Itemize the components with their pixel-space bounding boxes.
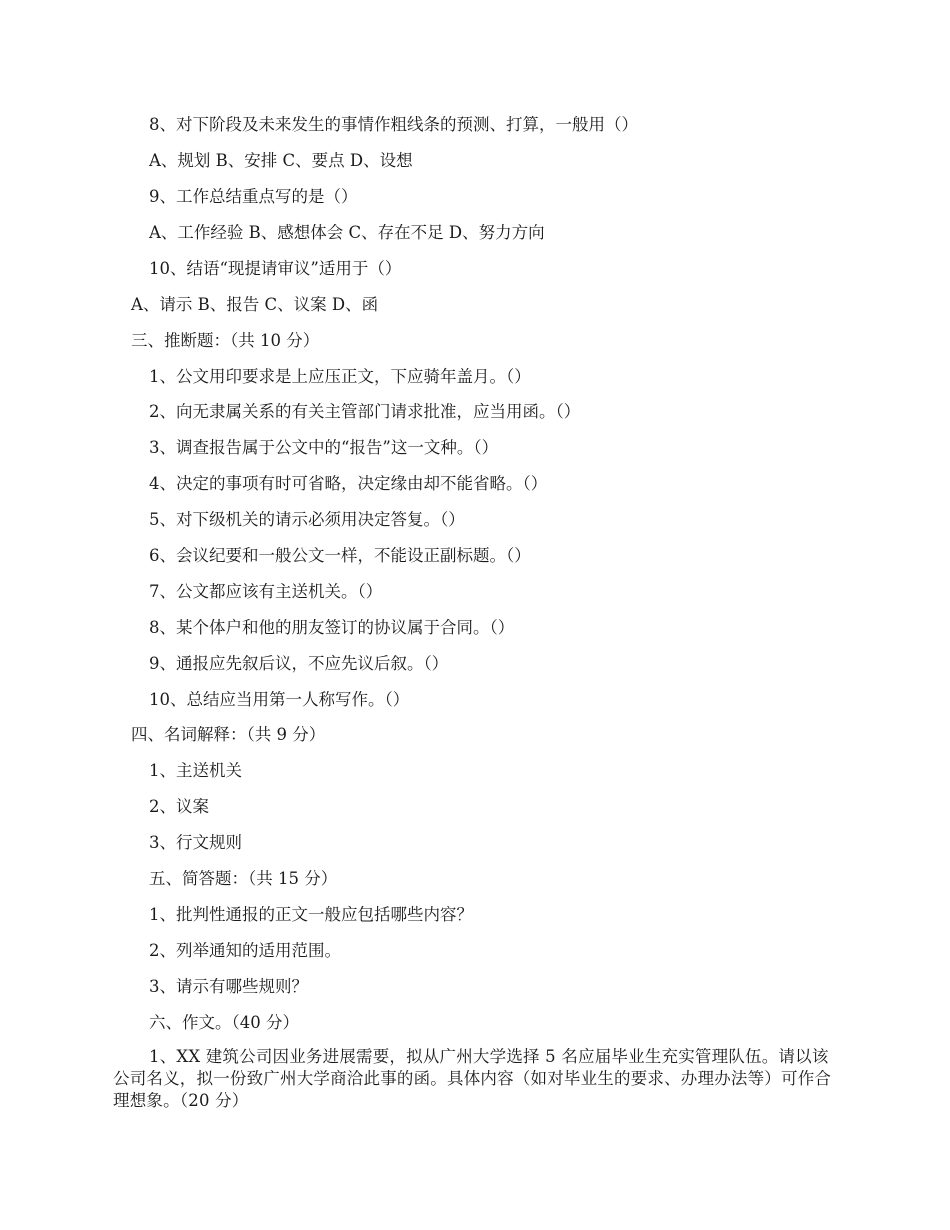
judgment-3: 3、调查报告属于公文中的“报告”这一文种。（） <box>149 438 499 457</box>
judgment-7: 7、公文都应该有主送机关。（） <box>149 582 383 601</box>
judgment-2: 2、向无隶属关系的有关主管部门请求批准，应当用函。（） <box>149 402 581 421</box>
term-1: 1、主送机关 <box>149 761 242 780</box>
section-5-heading: 五、简答题：（共 15 分） <box>149 869 338 888</box>
judgment-1: 1、公文用印要求是上应压正文，下应骑年盖月。（） <box>149 367 531 386</box>
short-answer-1: 1、批判性通报的正文一般应包括哪些内容？ <box>149 905 473 924</box>
section-3-heading: 三、推断题：（共 10 分） <box>131 331 320 350</box>
question-9-options: A、工作经验 B、感想体会 C、存在不足 D、努力方向 <box>149 223 545 242</box>
judgment-9: 9、通报应先叙后议，不应先议后叙。（） <box>149 654 449 673</box>
judgment-4: 4、决定的事项有时可省略，决定缘由却不能省略。（） <box>149 474 548 493</box>
question-10: 10、结语“现提请审议”适用于（） <box>149 259 402 278</box>
judgment-10: 10、总结应当用第一人称写作。（） <box>149 690 410 709</box>
judgment-8: 8、某个体户和他的朋友签订的协议属于合同。（） <box>149 618 515 637</box>
term-3: 3、行文规则 <box>149 833 242 852</box>
short-answer-2: 2、列举通知的适用范围。 <box>149 941 341 960</box>
question-9: 9、工作总结重点写的是（） <box>149 187 358 206</box>
term-2: 2、议案 <box>149 797 209 816</box>
question-10-options: A、请示 B、报告 C、议案 D、函 <box>131 295 379 314</box>
question-8-options: A、规划 B、安排 C、要点 D、设想 <box>149 151 413 170</box>
judgment-6: 6、会议纪要和一般公文一样，不能设正副标题。（） <box>149 546 531 565</box>
section-4-heading: 四、名词解释：（共 9 分） <box>131 725 326 744</box>
question-8: 8、对下阶段及未来发生的事情作粗线条的预测、打算，一般用（） <box>149 115 638 134</box>
judgment-5: 5、对下级机关的请示必须用决定答复。（） <box>149 510 465 529</box>
short-answer-3: 3、请示有哪些规则？ <box>149 977 308 996</box>
section-6-heading: 六、作文。（40 分） <box>149 1013 299 1032</box>
essay-prompt: 1、XX 建筑公司因业务进展需要，拟从广州大学选择 5 名应届毕业生充实管理队伍。请以该公司名义，拟一份致广州大学商洽此事的函。具体内容（如对毕业生的要求、办理办法等）可作合理想象。（20 分） <box>113 1047 832 1110</box>
